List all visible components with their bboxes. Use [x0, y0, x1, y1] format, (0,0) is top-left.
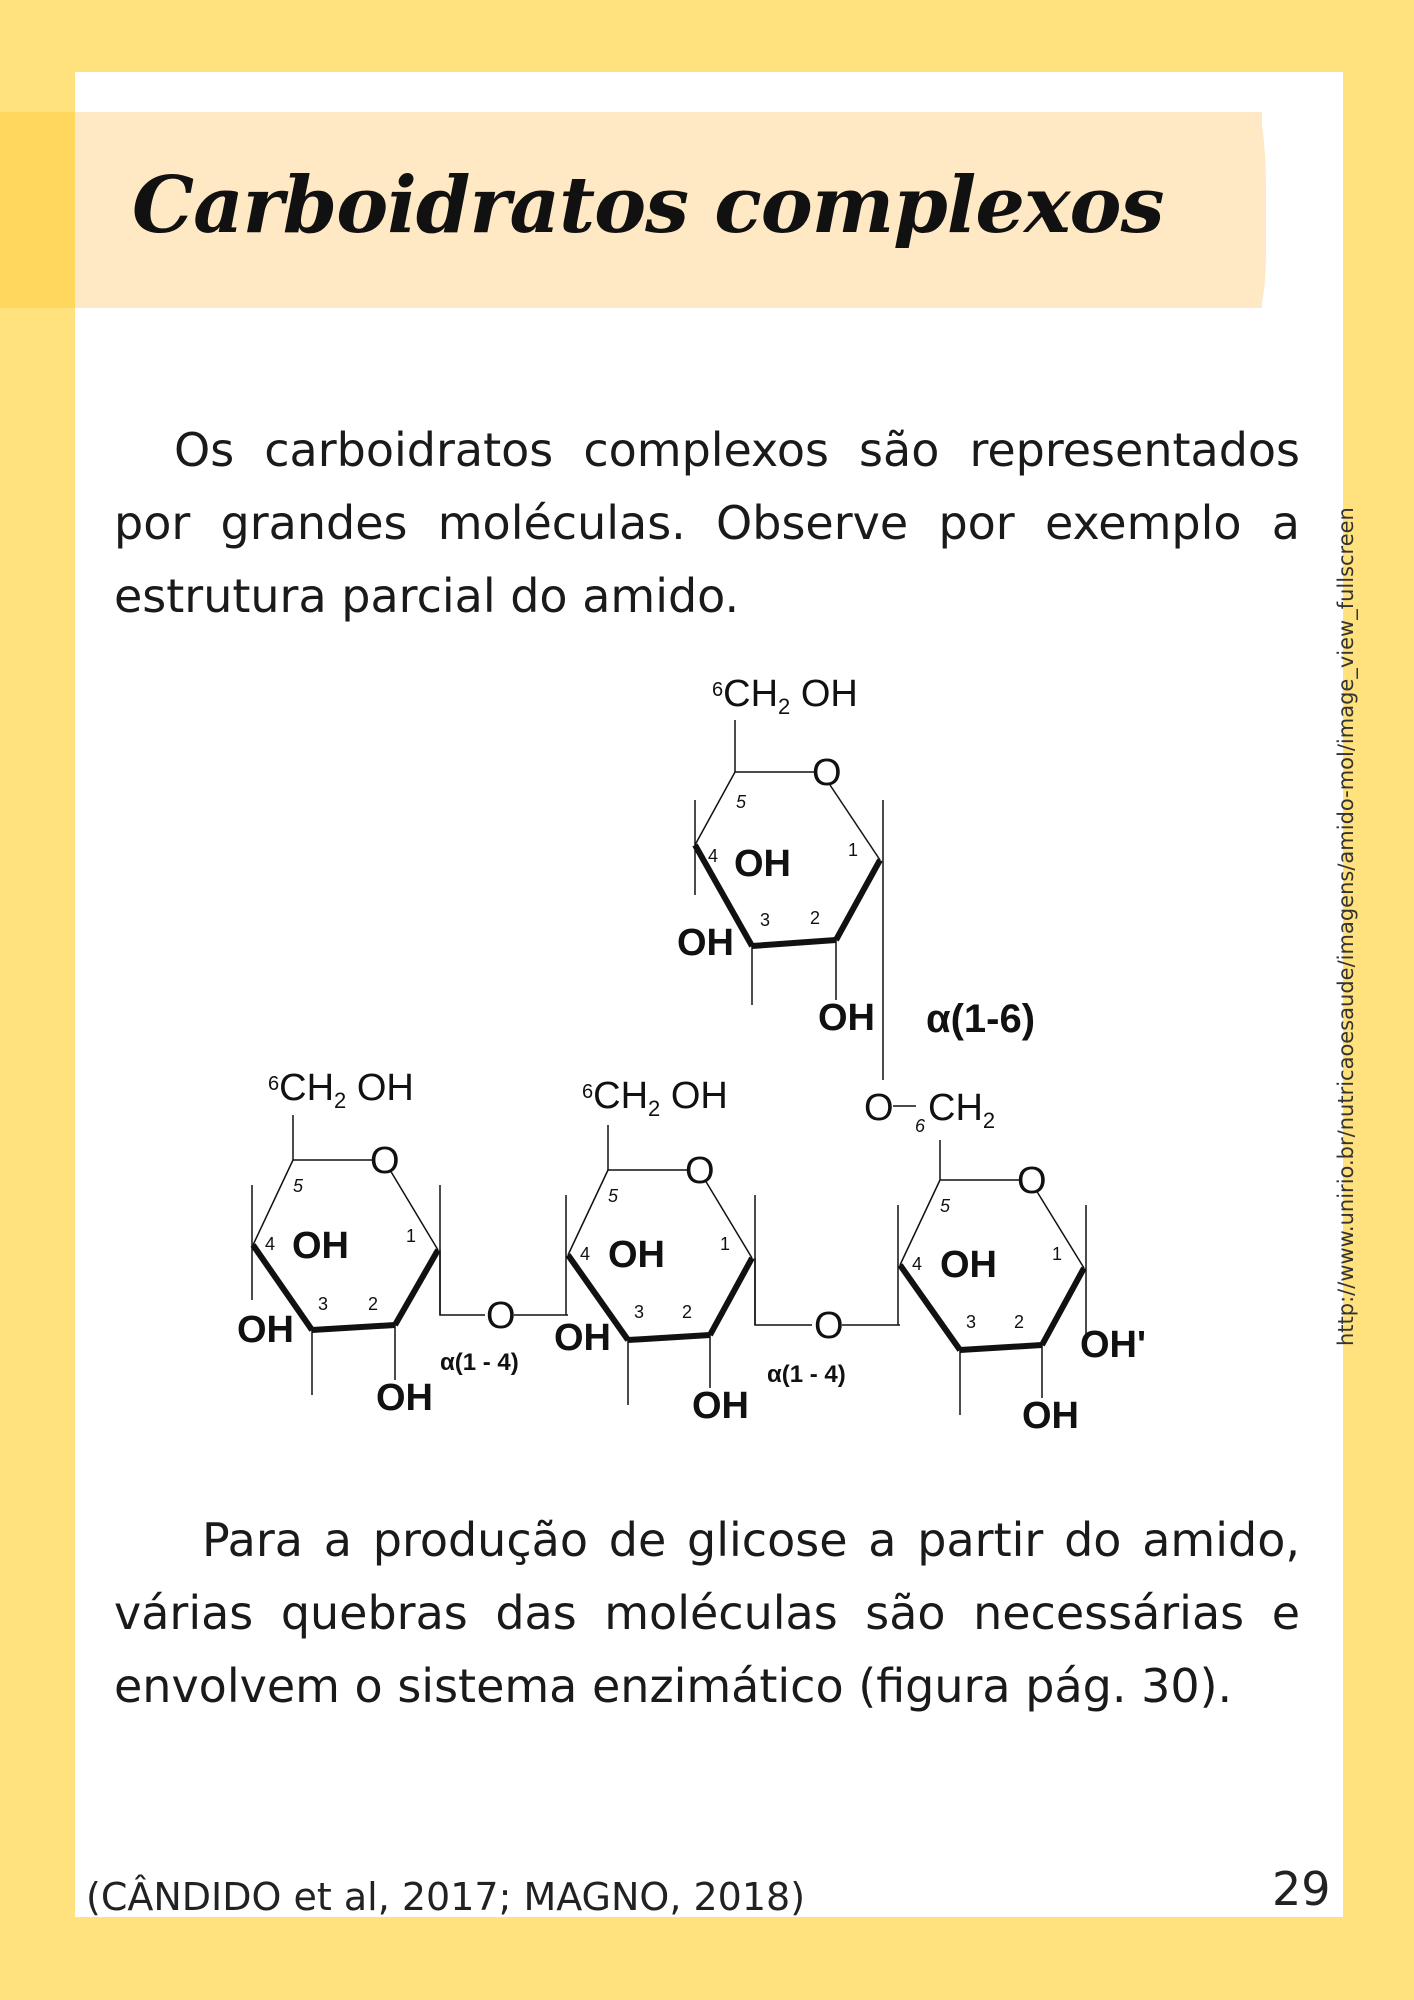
alpha-1-4-label-a: α(1 - 4) [440, 1349, 519, 1376]
svg-text:O: O [370, 1140, 400, 1182]
svg-text:CH2: $CH_2$ [928, 1087, 996, 1133]
svg-text:OH: OH [608, 1234, 665, 1276]
svg-text:O: O [814, 1305, 844, 1347]
svg-text:3: 3 [634, 1302, 645, 1322]
svg-text:6CH2 OH: $^6CH_2$ OH [268, 1067, 414, 1113]
svg-text:2: 2 [682, 1302, 693, 1322]
glycosidic-bond-1 [440, 1250, 568, 1376]
glucose-ring-top [677, 673, 1035, 1080]
svg-text:OH': OH' [1080, 1324, 1147, 1366]
svg-text:2: 2 [1014, 1312, 1025, 1332]
ch2-link [864, 1087, 995, 1136]
svg-text:O: O [1017, 1160, 1047, 1202]
svg-text:6CH2 OH: $^6CH_2$ OH [582, 1075, 728, 1121]
svg-text:1: 1 [720, 1234, 731, 1254]
brush-edge [1242, 112, 1266, 308]
svg-text:OH: OH [940, 1244, 997, 1286]
svg-text:5: 5 [736, 792, 747, 812]
glucose-ring-right [898, 1140, 1146, 1437]
svg-text:OH: OH [677, 922, 734, 964]
svg-text:3: 3 [966, 1312, 977, 1332]
starch-structure-diagram [200, 660, 1160, 1460]
svg-text:1: 1 [406, 1226, 417, 1246]
svg-text:4: 4 [580, 1244, 591, 1264]
svg-text:OH: OH [818, 997, 875, 1039]
citation: (CÂNDIDO et al, 2017; MAGNO, 2018) [86, 1875, 806, 1919]
glucose-ring-middle [554, 1075, 755, 1427]
title-band-accent [0, 112, 75, 308]
body-paragraph: Para a produção de glicose a partir do amido, várias quebras das moléculas são necessárias e envolvem o sistema enzimático (figura pág. 30). [114, 1513, 1300, 1713]
page-number: 29 [1272, 1862, 1331, 1916]
svg-text:1: 1 [1052, 1244, 1063, 1264]
svg-text:OH: OH [376, 1377, 433, 1419]
svg-text:O: O [486, 1295, 516, 1337]
svg-text:O: O [812, 752, 842, 794]
svg-text:5: 5 [608, 1186, 619, 1206]
svg-text:4: 4 [708, 846, 719, 866]
alpha-1-4-label-b: α(1 - 4) [767, 1361, 846, 1388]
page-title: Carboidratos complexos [132, 160, 1164, 251]
glycosidic-bond-2 [755, 1258, 900, 1388]
svg-text:OH: OH [292, 1225, 349, 1267]
svg-text:3: 3 [318, 1294, 329, 1314]
svg-text:6CH2 OH: $^6CH_2$ OH [712, 673, 858, 719]
svg-text:2: 2 [810, 908, 821, 928]
intro-paragraph: Os carboidratos complexos são representados por grandes moléculas. Observe por exemplo a estrutura parcial do amido. [114, 423, 1300, 623]
svg-text:OH: OH [734, 843, 791, 885]
svg-text:5: 5 [940, 1196, 951, 1216]
svg-text:5: 5 [293, 1176, 304, 1196]
svg-text:1: 1 [848, 840, 859, 860]
alpha-1-6-label: α(1-6) [926, 997, 1036, 1041]
svg-text:6: 6 [915, 1116, 926, 1136]
svg-text:3: 3 [760, 910, 771, 930]
svg-text:OH: OH [1022, 1395, 1079, 1437]
source-url: http://www.unirio.br/nutricaoesaude/imagens/amido-mol/image_view_fullscreen [1334, 507, 1358, 1346]
glucose-ring-left [237, 1067, 440, 1419]
svg-text:OH: OH [692, 1385, 749, 1427]
svg-text:4: 4 [912, 1254, 923, 1274]
svg-text:O: O [685, 1150, 715, 1192]
svg-text:OH: OH [237, 1309, 294, 1351]
svg-text:O: O [864, 1087, 894, 1129]
svg-text:4: 4 [265, 1234, 276, 1254]
svg-text:OH: OH [554, 1317, 611, 1359]
svg-text:2: 2 [368, 1294, 379, 1314]
